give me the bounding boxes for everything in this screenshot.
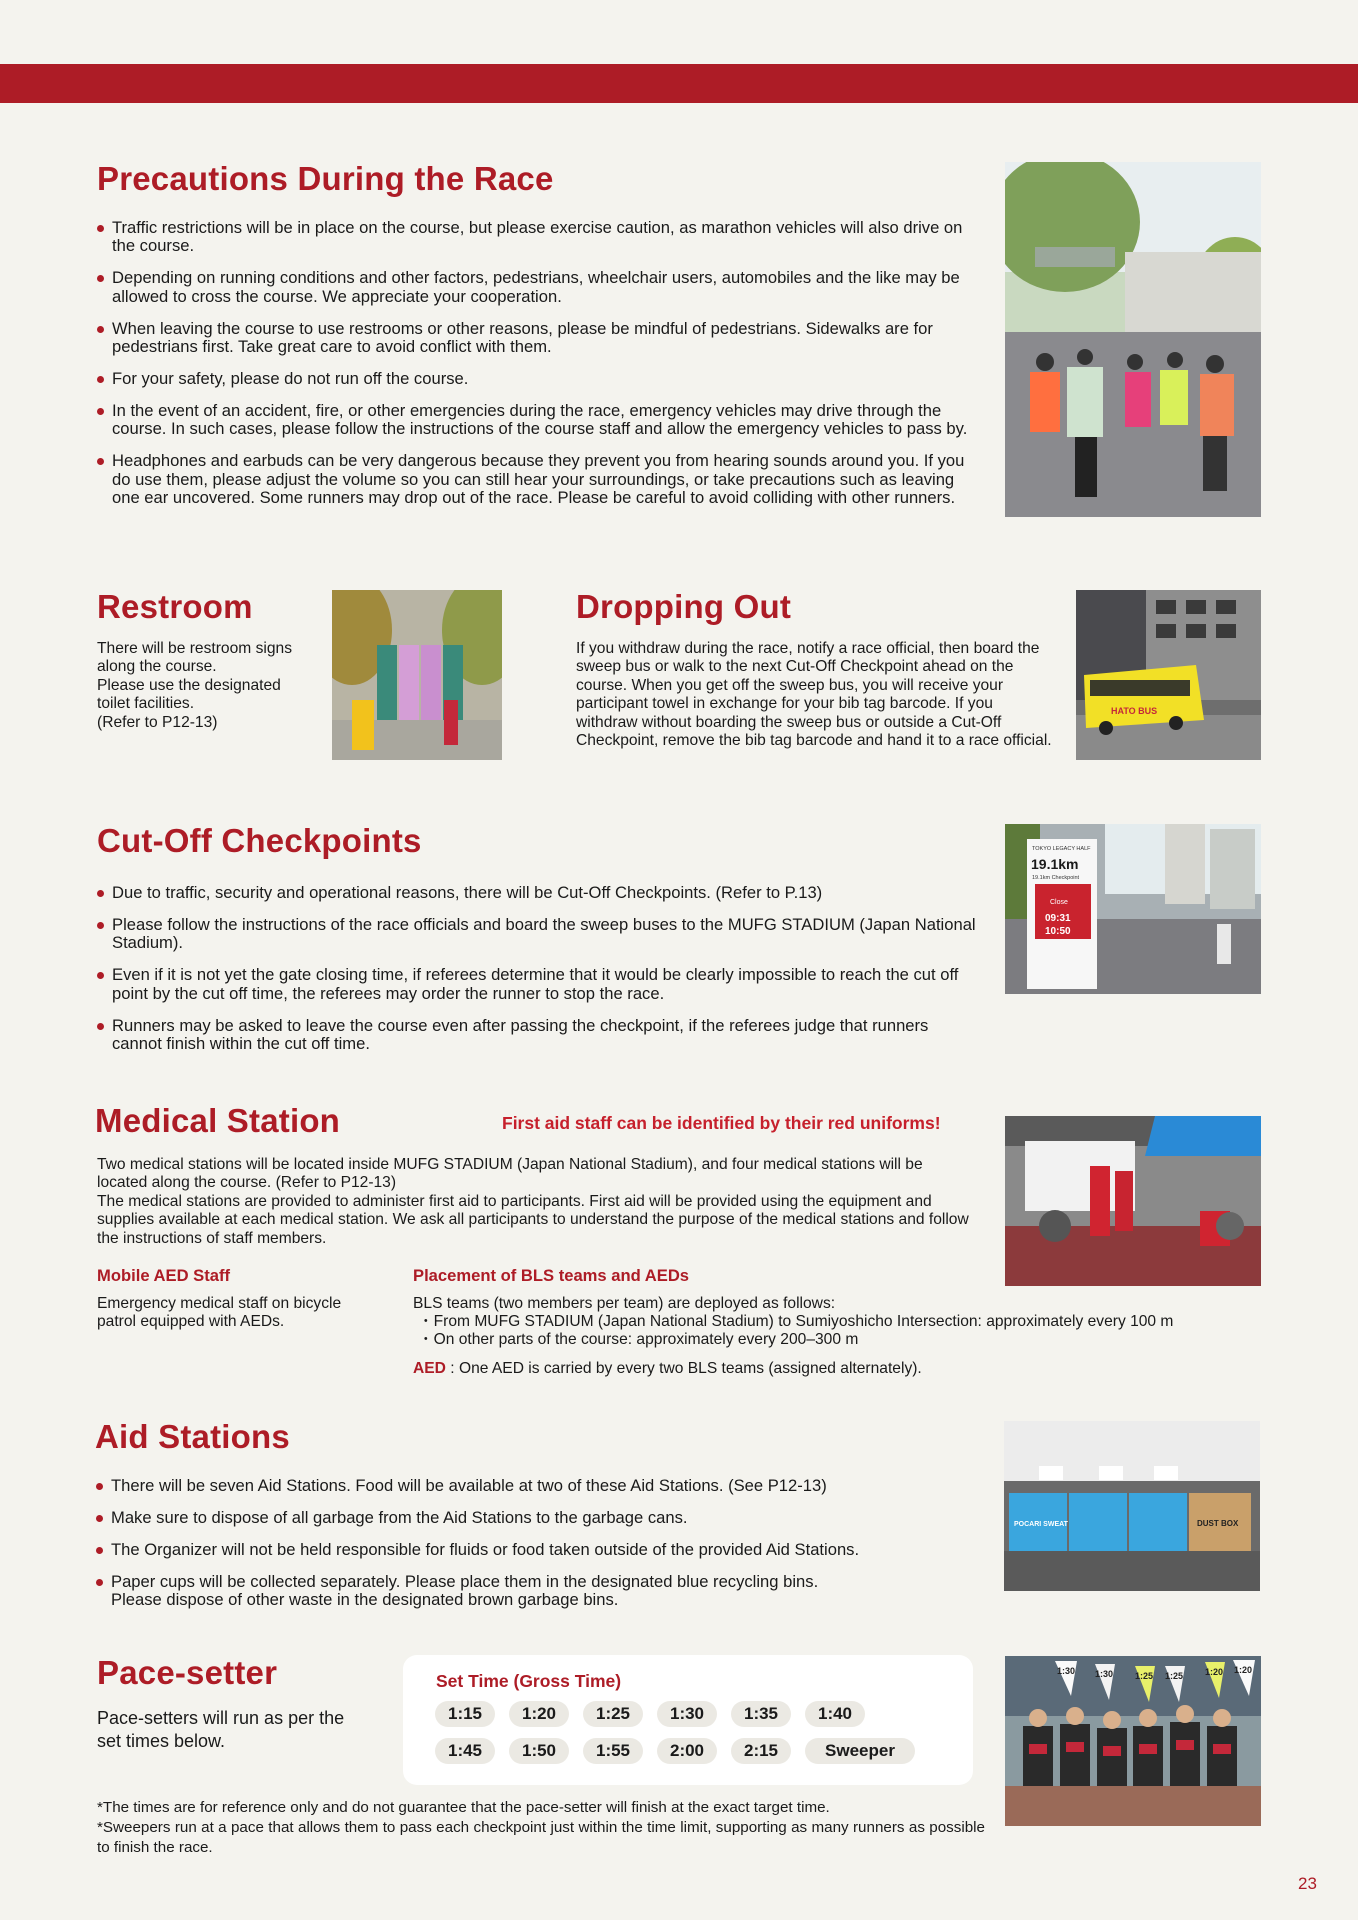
cutoff-title: Cut-Off Checkpoints [97,822,422,859]
pace-note-2: *Sweepers run at a pace that allows them to pass each checkpoint just within the time limit, supporting as many runners as possible to finish the race. [97,1819,985,1856]
sign-header: TOKYO LEGACY HALF [1032,846,1091,852]
page-number: 23 [1298,1874,1317,1893]
time-chip: 1:30 [657,1701,717,1727]
list-item: Paper cups will be collected separately. Please place them in the designated blue recycling bins. Please dispose of other waste in the designated brown garbage bins. [95,1573,975,1610]
sign-sub: 19.1km Checkpoint [1032,875,1080,881]
list-item: Traffic restrictions will be in place on the course, but please exercise caution, as marathon vehicles will also drive on the course. [96,219,976,256]
pace-flag: 1:30 [1095,1669,1114,1679]
time-chip: 2:00 [657,1738,717,1764]
dropping-out-text: If you withdraw during the race, notify a race official, then board the sweep bus or walk to the next Cut-Off Checkpoint ahead on the course. When you get off the sweep bus, you will receive your participant towel in exchange for your bib tag barcode. If you withdraw without boarding the sweep bus or outside a Cut-Off Checkpoint, remove the bib tag barcode and hand it to a race official. [576,640,1052,750]
list-item: Due to traffic, security and operational reasons, there will be Cut-Off Checkpoints. (Refer to P.13) [96,884,976,902]
list-item: Even if it is not yet the gate closing time, if referees determine that it would be clearly impossible to reach the cut off point by the cut off time, the referees may order the runner to stop the race. [96,966,976,1003]
precautions-title: Precautions During the Race [97,160,554,197]
aed-staff-text: Emergency medical staff on bicycle patrol equipped with AEDs. [97,1295,342,1331]
marathon-runners-photo [1005,162,1261,517]
list-item: Please follow the instructions of the race officials and board the sweep buses to the MUFG STADIUM (Japan National Stadium). [96,916,976,953]
restroom-photo [332,590,502,760]
list-item: Runners may be asked to leave the course even after passing the checkpoint, if the referees judge that runners cannot finish within the cut off time. [96,1017,976,1054]
dust-box-label: DUST BOX [1197,1519,1239,1528]
list-item: ・From MUFG STADIUM (Japan National Stadium) to Sumiyoshicho Intersection: approximately every 100 m [418,1313,1174,1330]
pace-text: Pace-setters will run as per the set times below. [97,1708,345,1751]
list-item: Headphones and earbuds can be very dangerous because they prevent you from hearing sounds around you. If you do use them, please adjust the volume so you can still hear your surroundings, or take precautions such as leaving one ear uncovered. Some runners may drop out of the race. Please be careful to avoid colliding with other runners. [96,452,976,507]
medical-text: Two medical stations will be located inside MUFG STADIUM (Japan National Stadium), and four medical stations will be located along the course. (Refer to P12-13) The medical stations are provided to administer first aid to participants. First aid will be provided using the equipment and supplies available at each medical station. We ask all participants to understand the purpose of the medical stations and follow the instructions of staff members. [97,1156,969,1247]
aid-title: Aid Stations [95,1418,290,1455]
time-chip: 1:35 [731,1701,791,1727]
aed-label: AED [413,1360,446,1377]
pace-title: Pace-setter [97,1654,278,1691]
time-chip: 2:15 [731,1738,791,1764]
pace-flag: 1:30 [1057,1666,1076,1676]
list-item: When leaving the course to use restrooms or other reasons, please be mindful of pedestrians. Sidewalks are for pedestrians first. Take great care to avoid conflict with them. [96,320,976,357]
aid-station-photo [1004,1421,1260,1591]
top-banner [0,64,1358,103]
precautions-list [96,219,976,521]
medical-callout: First aid staff can be identified by their red uniforms! [502,1113,941,1133]
restroom-text: There will be restroom signs along the course. Please use the designated toilet facilities. (Refer to P12-13) [97,640,292,731]
time-chip: 1:25 [583,1701,643,1727]
sign-time-2: 10:50 [1045,926,1071,937]
pace-note-1: *The times are for reference only and do not guarantee that the pace-setter will finish at the exact target time. [97,1799,830,1816]
bls-title: Placement of BLS teams and AEDs [413,1266,690,1285]
set-time-box [403,1655,973,1785]
checkpoint-sign-photo [1005,824,1261,994]
sign-close: Close [1050,899,1068,906]
bls-list [418,1313,1173,1350]
list-item: Depending on running conditions and other factors, pedestrians, wheelchair users, automobiles and the like may be allowed to cross the course. We appreciate your cooperation. [96,269,976,306]
bus-label: HATO BUS [1111,706,1158,716]
medical-title: Medical Station [95,1102,341,1139]
cutoff-list [96,884,976,1067]
time-chip: 1:20 [509,1701,569,1727]
sign-distance: 19.1km [1031,856,1079,872]
restroom-title: Restroom [97,588,253,625]
sign-time-1: 09:31 [1045,913,1071,924]
medical-station-photo [1005,1116,1261,1286]
time-chip: 1:50 [509,1738,569,1764]
list-item: Make sure to dispose of all garbage from the Aid Stations to the garbage cans. [95,1509,975,1527]
time-chip: 1:55 [583,1738,643,1764]
pace-flag: 1:20 [1234,1665,1253,1675]
time-chip-sweeper: Sweeper [805,1738,915,1764]
pace-setters-photo [1005,1656,1261,1826]
aed-staff-title: Mobile AED Staff [97,1266,231,1285]
aed-text: : One AED is carried by every two BLS teams (assigned alternately). [450,1360,922,1377]
pocari-label: POCARI SWEAT [1014,1521,1068,1528]
aid-list [95,1477,975,1623]
aed-note [413,1360,922,1378]
list-item: In the event of an accident, fire, or other emergencies during the race, emergency vehicles may drive through the course. In such cases, please follow the instructions of the course staff and allow the emergency vehicles to pass by. [96,402,976,439]
list-item: There will be seven Aid Stations. Food will be available at two of these Aid Stations. (See P12-13) [95,1477,975,1495]
list-item: For your safety, please do not run off the course. [96,370,976,388]
time-chip: 1:15 [435,1701,495,1727]
list-item: ・On other parts of the course: approximately every 200–300 m [418,1331,859,1349]
list-item: The Organizer will not be held responsible for fluids or food taken outside of the provided Aid Stations. [95,1541,975,1559]
pace-flag: 1:20 [1205,1667,1224,1677]
time-chip: 1:40 [805,1701,865,1727]
pace-flag: 1:25 [1135,1671,1154,1681]
set-time-title: Set Time (Gross Time) [436,1671,622,1691]
pace-flag: 1:25 [1165,1671,1184,1681]
time-chip: 1:45 [435,1738,495,1764]
bls-intro: BLS teams (two members per team) are deployed as follows: [413,1295,836,1312]
dropping-out-title: Dropping Out [576,588,792,625]
sweep-bus-photo [1076,590,1261,760]
